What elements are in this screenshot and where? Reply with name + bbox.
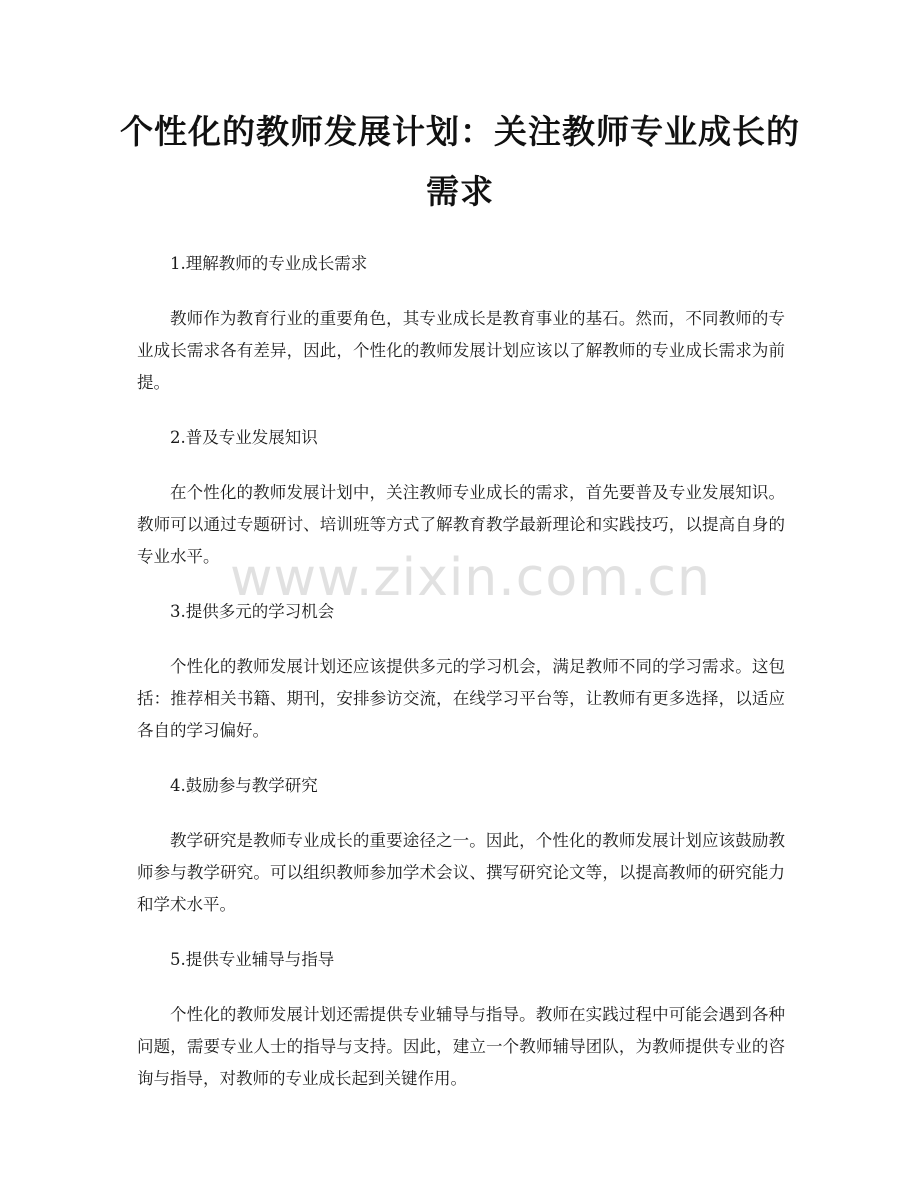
section-5 [137,945,785,1095]
document-body [137,249,785,1119]
section-2 [137,423,785,573]
section-paragraph: 教师作为教育行业的重要角色，其专业成长是教育事业的基石。然而，不同教师的专业成长需求各有差异，因此，个性化的教师发展计划应该以了解教师的专业成长需求为前提。 [137,309,785,392]
section-heading: 1.理解教师的专业成长需求 [170,254,368,273]
section-heading: 5.提供专业辅导与指导 [170,950,335,969]
section-paragraph: 在个性化的教师发展计划中，关注教师专业成长的需求，首先要普及专业发展知识。教师可以通过专题研讨、培训班等方式了解教育教学最新理论和实践技巧，以提高自身的专业水平。 [137,483,785,566]
section-heading: 4.鼓励参与教学研究 [170,776,318,795]
section-heading: 3.提供多元的学习机会 [170,602,335,621]
document-title: 个性化的教师发展计划：关注教师专业成长的需求 [120,112,800,211]
section-paragraph: 个性化的教师发展计划还应该提供多元的学习机会，满足教师不同的学习需求。这包括：推荐相关书籍、期刊，安排参访交流，在线学习平台等，让教师有更多选择，以适应各自的学习偏好。 [137,657,785,740]
section-4 [137,771,785,921]
section-3 [137,597,785,747]
section-heading: 2.普及专业发展知识 [170,428,318,447]
section-paragraph: 个性化的教师发展计划还需提供专业辅导与指导。教师在实践过程中可能会遇到各种问题，需要专业人士的指导与支持。因此，建立一个教师辅导团队，为教师提供专业的咨询与指导，对教师的专业成长起到关键作用。 [137,1005,785,1088]
watermark: www.zixin.com.cn [230,548,711,608]
section-1 [137,249,785,399]
section-paragraph: 教学研究是教师专业成长的重要途径之一。因此，个性化的教师发展计划应该鼓励教师参与教学研究。可以组织教师参加学术会议、撰写研究论文等，以提高教师的研究能力和学术水平。 [137,831,785,914]
